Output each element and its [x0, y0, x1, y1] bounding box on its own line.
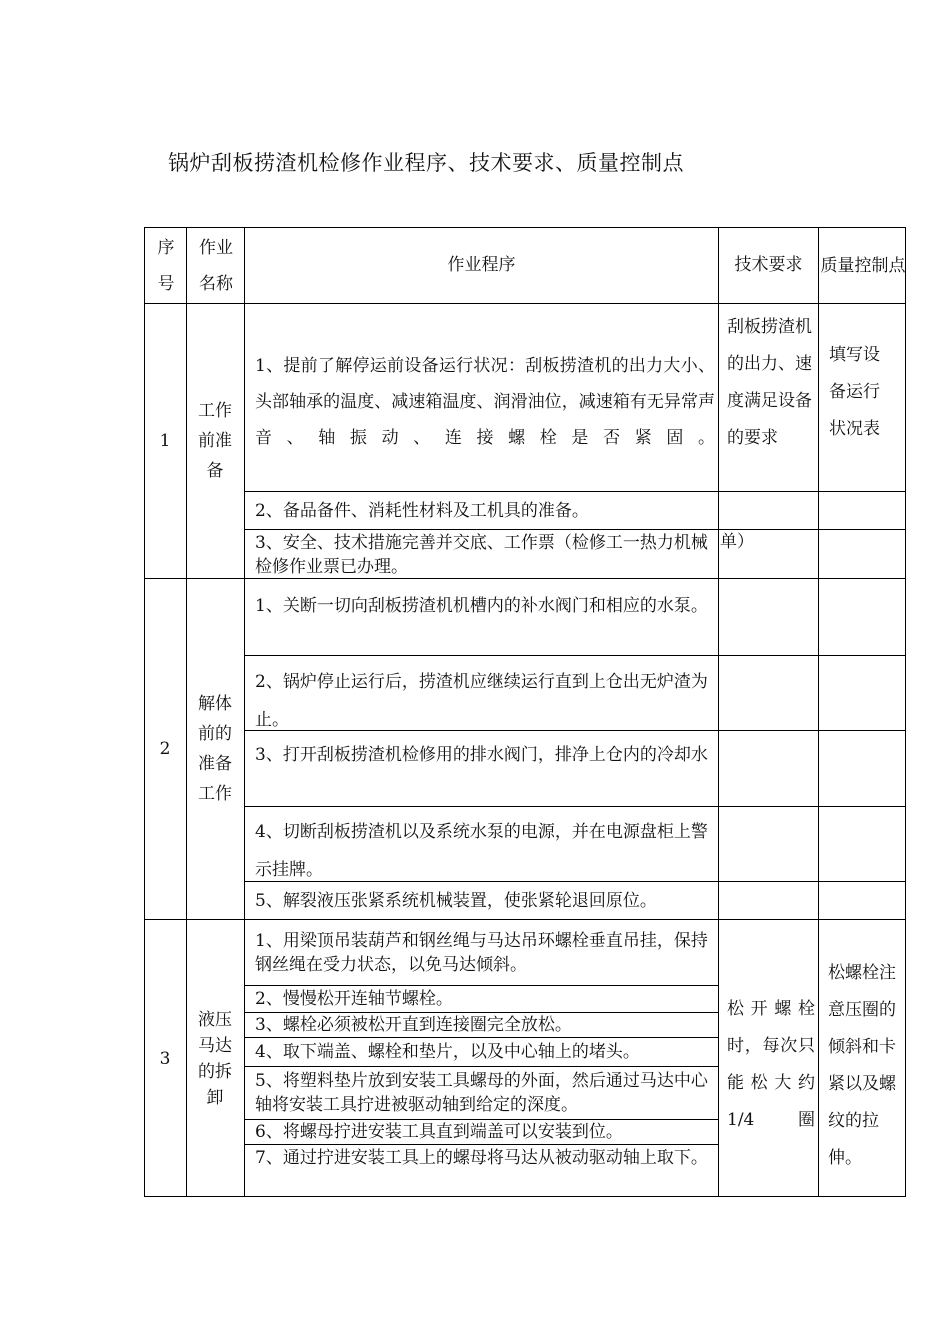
row2-step-1: 1、关断一切向刮板捞渣机机槽内的补水阀门和相应的水泵。 [255, 596, 708, 616]
row1-step-1: 1、提前了解停运前设备运行状况：刮板捞渣机的出力大小、头部轴承的温度、减速箱温度、润滑油位，减速箱有无异常声音、轴振动、连接螺栓是否紧固。 [255, 356, 715, 448]
row3-name: 液压马达的拆卸 [198, 1009, 232, 1108]
row2-name: 解体前的准备工作 [198, 694, 232, 804]
row2-step-2: 2、锅炉停止运行后，捞渣机应继续运行直到上仓出无炉渣为止。 [255, 672, 708, 730]
row3-seq: 3 [159, 1048, 171, 1069]
header-seq: 序号 [157, 238, 175, 294]
row3-tech: 松开螺栓时，每次只能松大约1/4圈 [727, 999, 815, 1130]
row2-step-5: 5、解裂液压张紧系统机械装置，使张紧轮退回原位。 [255, 890, 657, 911]
header-name: 作业名称 [199, 238, 233, 294]
row3-step-6: 6、将螺母拧进安装工具直到端盖可以安装到位。 [255, 1122, 623, 1142]
row3-step-3: 3、螺栓必须被松开直到连接圈完全放松。 [255, 1015, 572, 1035]
procedure-table [144, 227, 906, 1197]
row2-step-4: 4、切断刮板捞渣机以及系统水泵的电源，并在电源盘柜上警示挂牌。 [255, 822, 708, 880]
row1-tech-overflow: 单） [720, 532, 754, 552]
row1-step-2: 2、备品备件、消耗性材料及工机具的准备。 [255, 500, 589, 521]
document-title: 锅炉刮板捞渣机检修作业程序、技术要求、质量控制点 [168, 151, 684, 175]
row1-name: 工作前准备 [198, 401, 232, 481]
row3-step-5: 5、将塑料垫片放到安装工具螺母的外面，然后通过马达中心轴将安装工具拧进被驱动轴到给定的深度。 [255, 1071, 708, 1115]
row2-seq: 2 [159, 739, 171, 759]
row1-tech: 刮板捞渣机的出力、速度满足设备的要求 [727, 317, 812, 448]
row3-step-7: 7、通过拧进安装工具上的螺母将马达从被动驱动轴上取下。 [255, 1148, 708, 1168]
row1-step-3: 3、安全、技术措施完善并交底、工作票（检修工一热力机械检修作业票已办理。 [255, 533, 708, 577]
header-procedure: 作业程序 [447, 255, 516, 275]
row1-quality: 填写设备运行状况表 [829, 345, 880, 439]
row3-step-1: 1、用梁顶吊装葫芦和钢丝绳与马达吊环螺栓垂直吊挂，保持钢丝绳在受力状态，以免马达倾斜。 [255, 931, 708, 975]
row3-step-2: 2、慢慢松开连轴节螺栓。 [255, 989, 453, 1009]
row3-step-4: 4、取下端盖、螺栓和垫片，以及中心轴上的堵头。 [255, 1042, 640, 1062]
row2-step-3: 3、打开刮板捞渣机检修用的排水阀门，排净上仓内的冷却水 [255, 745, 708, 765]
row1-seq: 1 [159, 431, 171, 451]
header-quality: 质量控制点 [820, 256, 906, 276]
row3-quality: 松螺栓注意压圈的倾斜和卡紧以及螺纹的拉伸。 [828, 963, 896, 1168]
header-tech: 技术要求 [734, 255, 803, 275]
